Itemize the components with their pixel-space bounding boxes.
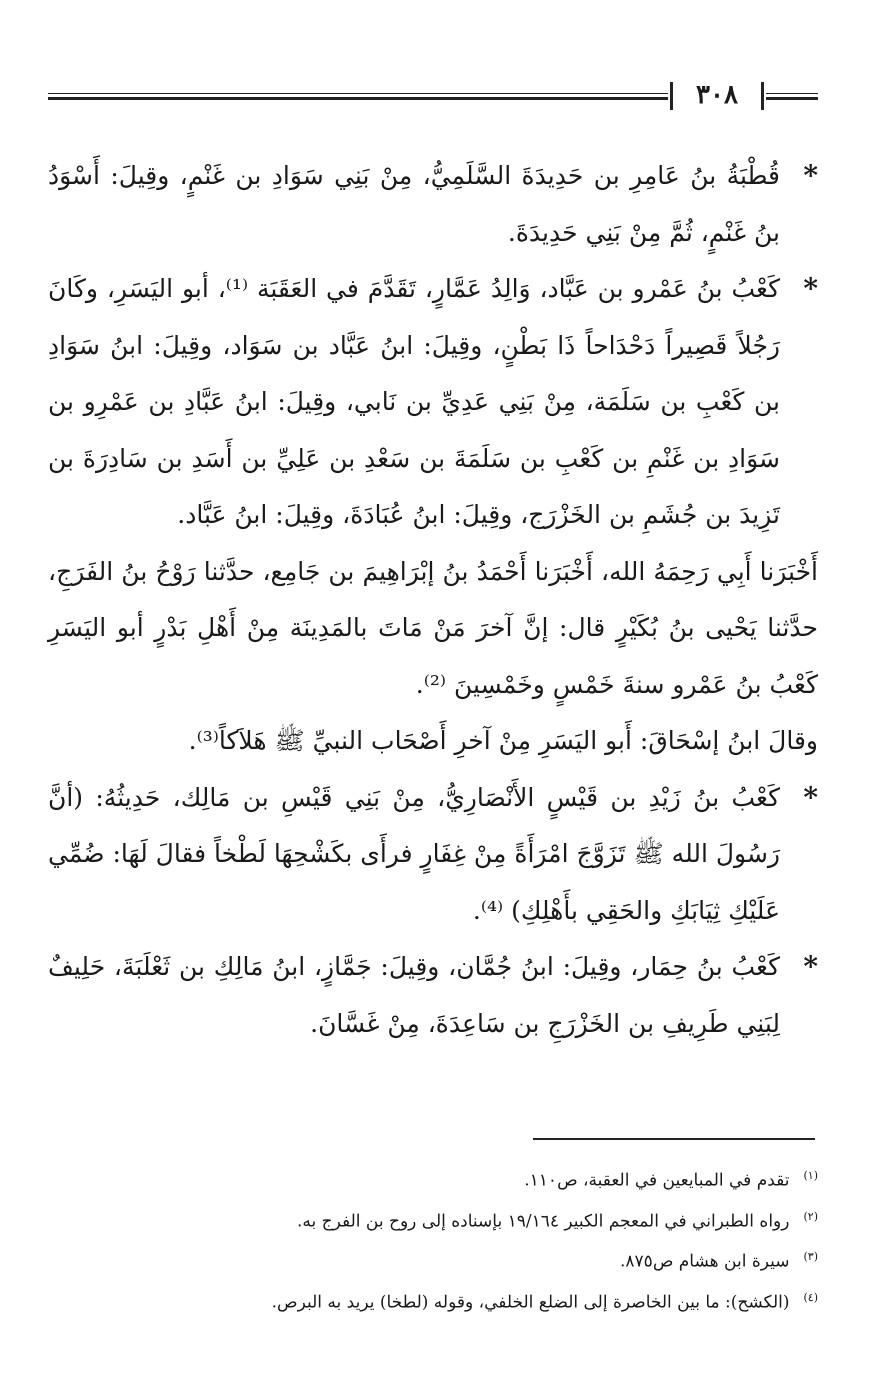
footnote-separator <box>533 1138 815 1140</box>
entry-text: كَعْبُ بنُ حِمَار، وقِيلَ: ابنُ جُمَّان، وقِيلَ: جَمَّازٍ، ابنُ مَالِكِ بن ثَعْلَبَةَ، حَلِيفٌ لِبَنِي طَرِيفِ بن الخَزْرَجِ بن سَاعِدَةَ، مِنْ غَسَّانَ. <box>48 952 780 1038</box>
footnote-mark: (١) <box>803 1169 818 1182</box>
footnote-mark: (٤) <box>803 1290 818 1304</box>
footnote-text: تقدم في المبايعين في العقبة، ص١١٠. <box>524 1170 790 1191</box>
footnote <box>140 1239 818 1280</box>
footnote-text: رواه الطبراني في المعجم الكبير ١٩/١٦٤ بإسناده إلى روح بن الفرج به. <box>296 1211 790 1232</box>
star-marker: * <box>803 159 818 192</box>
footnote <box>140 1199 818 1240</box>
footnote-text: (الكشح): ما بين الخاصرة إلى الضلع الخلفي، وقوله (لطخا) يريد به البرص. <box>271 1292 790 1313</box>
entry-qutba <box>48 148 818 261</box>
footnote-mark: (٣) <box>803 1250 818 1264</box>
footnote <box>140 1280 818 1321</box>
main-text <box>48 148 818 1052</box>
footnote-text: سيرة ابن هشام ص٨٧٥. <box>620 1251 790 1272</box>
header-rule-left <box>48 93 668 100</box>
entry-text: كَعْبُ بنُ عَمْرو بن عَبَّاد، وَالِدُ عَمَّارٍ، تَقَدَّمَ في العَقَبَة ⁽¹⁾، أبو اليَسَرِ، وكَانَ رَجُلاً قَصِيراً دَحْدَاحاً ذَا بَطْنٍ، وقِيلَ: ابنُ عَبَّاد بن سَوَاد، وقِيلَ: ابنُ سَوَادِ بن كَعْبِ بن سَلَمَة، مِنْ بَنِي عَدِيِّ بن نَابي، وقِيلَ: ابنُ عَبَّادِ بن عَمْرِو بن سَوَادِ بن غَنْمِ بن كَعْبِ بن سَلَمَةَ بن سَعْدِ بن عَلِيِّ بن أَسَدِ بن سَادِرَةَ بن تَزِيدَ بن جُشَمِ بن الخَزْرَج، وقِيلَ: ابنُ عُبَادَةَ، وقِيلَ: ابنُ عَبَّاد. <box>48 274 780 529</box>
page-header <box>48 82 818 112</box>
paragraph-narration: أَخْبَرَنا أَبِي رَحِمَهُ الله، أَخْبَرَنا أَحْمَدُ بنُ إبْرَاهِيمَ بن جَامِع، حدَّثنا رَوْحُ بنُ الفَرَجِ، حدَّثنا يَحْيى بنُ بُكَيْرٍ قال: إنَّ آخرَ مَنْ مَاتَ بالمَدِينَة مِنْ أَهْلِ بَدْرٍ أبو اليَسَرِ كَعْبُ بنُ عَمْرو سنةَ خَمْسٍ وخَمْسِينَ ⁽²⁾. <box>48 556 818 699</box>
entry-kaab-zayd <box>48 770 818 940</box>
entry-kaab-himar <box>48 939 818 1052</box>
star-marker: * <box>803 272 818 305</box>
header-bar <box>670 82 673 110</box>
entry-kaab-amr <box>48 261 818 544</box>
entry-text: قُطْبَةُ بنُ عَامِرِ بن حَدِيدَةَ السَّلَمِيُّ، مِنْ بَنِي سَوَادِ بن غَنْمٍ، وقِيلَ: أَسْوَدُ بنُ غَنْمٍ، ثُمَّ مِنْ بَنِي حَدِيدَةَ. <box>48 161 780 247</box>
footnote <box>140 1158 818 1199</box>
star-marker: * <box>803 950 818 983</box>
page-number: ٣٠٨ <box>696 80 738 110</box>
entry-text: كَعْبُ بنُ زَيْدِ بن قَيْسٍ الأَنْصَارِيُّ، مِنْ بَنِي قَيْسِ بن مَالِك، حَدِيثُهُ: (أنَّ رَسُولَ الله ﷺ تَزَوَّجَ امْرَأَةً مِنْ غِفَارٍ فرأَى بكَشْحِهَا لَطْخاً فقالَ لَهَا: ضُمِّي عَلَيْكِ ثِيَابَكِ والحَقِي بأَهْلِكِ) ⁽⁴⁾. <box>48 782 780 925</box>
footnotes <box>140 1158 818 1321</box>
footnote-mark: (٢) <box>803 1209 818 1223</box>
header-bar <box>761 82 764 110</box>
star-marker: * <box>803 780 818 814</box>
paragraph-ibn-ishaq: وقالَ ابنُ إسْحَاقَ: أَبو اليَسَرِ مِنْ آخرِ أَصْحَاب النبيِّ ﷺ هَلاَكاً⁽³⁾. <box>188 726 818 755</box>
header-rule-right <box>766 93 818 100</box>
